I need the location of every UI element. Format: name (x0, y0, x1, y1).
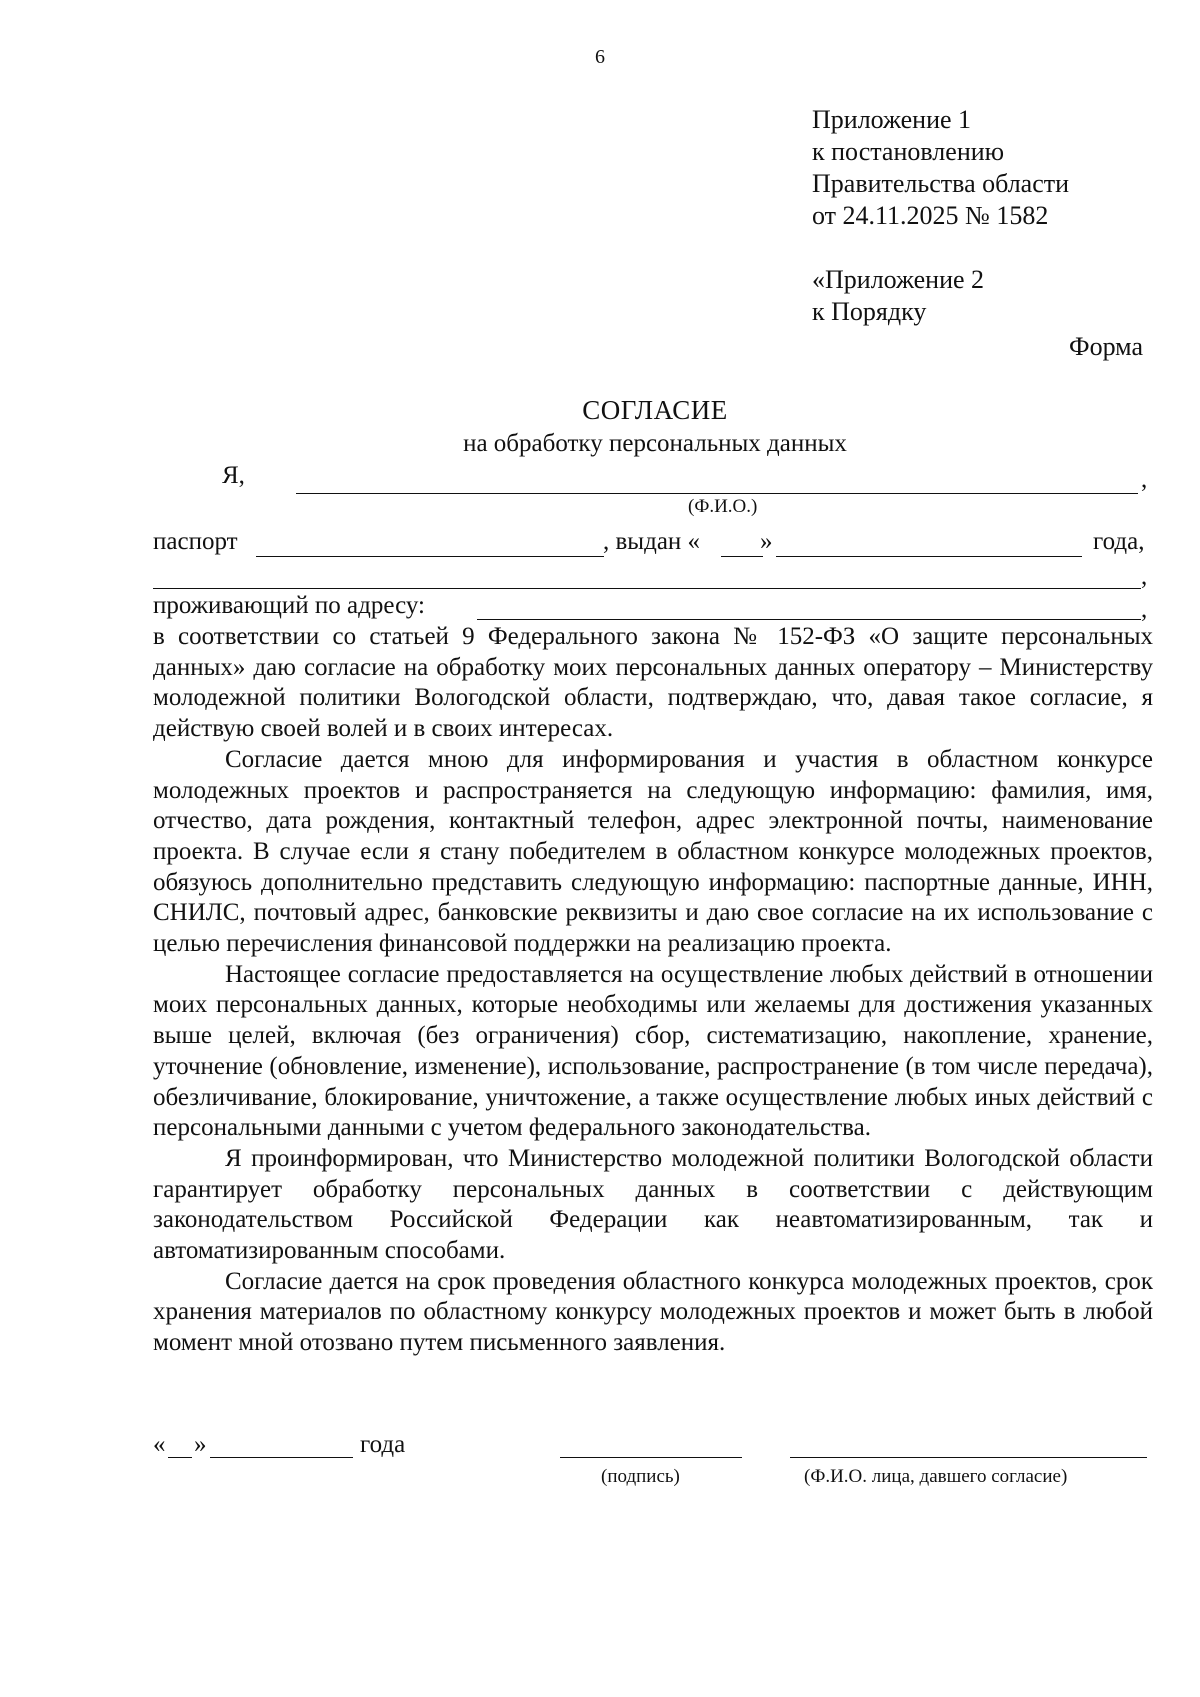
fio-field[interactable] (296, 493, 1138, 494)
ya-label: Я, (222, 462, 245, 489)
fio-caption: (Ф.И.О.) (688, 496, 758, 517)
page-number: 6 (595, 46, 605, 68)
date-month-field[interactable] (210, 1457, 353, 1458)
date-close-quote: » (194, 1431, 207, 1458)
document-title: СОГЛАСИЕ (582, 395, 728, 425)
consent-body (153, 622, 1153, 1359)
appendix2-line: к Порядку (812, 297, 927, 326)
form-label: Форма (1069, 332, 1143, 361)
signer-fio-caption: (Ф.И.О. лица, давшего согласие) (804, 1466, 1068, 1487)
address-label: проживающий по адресу: (153, 592, 425, 619)
issued-day-field[interactable] (721, 556, 763, 557)
address-field[interactable] (477, 619, 1141, 620)
signer-fio-field[interactable] (790, 1457, 1147, 1458)
issued-year-label: года, (1093, 528, 1145, 555)
appendix-line: Правительства области (812, 169, 1070, 198)
fio-comma: , (1141, 466, 1148, 493)
date-year-label: года (360, 1431, 406, 1458)
paragraph: Настоящее согласие предоставляется на осуществление любых действий в отношении моих персональных данных, которые необходимы или желаемы для достижения указанных выше целей, включая (без ограничения) сбор, систематизацию, накопление, хранение, уточнение (обновление, изменение), использование, распространение (в том числе передача), обезличивание, блокирование, уничтожение, а также осуществление любых иных действий с персональными данными с учетом федерального законодательства. (153, 960, 1153, 1142)
appendix-line: Приложение 1 (812, 105, 972, 134)
passport-label: паспорт (153, 528, 238, 555)
issued-close-quote: » (760, 528, 773, 555)
passport-field[interactable] (256, 556, 604, 557)
appendix-line: к постановлению (812, 137, 1005, 166)
issuer-comma: , (1141, 563, 1148, 590)
paragraph: Согласие дается на срок проведения областного конкурса молодежных проектов, срок хранения материалов по областному конкурсу молодежных проектов и может быть в любой момент мной отозвано путем письменного заявления. (153, 1267, 1153, 1357)
paragraph: Согласие дается мною для информирования и участия в областном конкурсе молодежных проектов и распространяется на следующую информацию: фамилия, имя, отчество, дата рождения, контактный телефон, адрес электронной почты, наименование проекта. В случае если я стану победителем в областном конкурсе молодежных проектов, обязуюсь дополнительно представить следующую информацию: паспортные данные, ИНН, СНИЛС, почтовый адрес, банковские реквизиты и даю свое согласие на их использование с целью перечисления финансовой поддержки на реализацию проекта. (153, 745, 1153, 958)
appendix-line: от 24.11.2025 № 1582 (812, 201, 1049, 230)
document-subtitle: на обработку персональных данных (463, 430, 847, 457)
appendix2-header (812, 264, 984, 328)
signature-caption: (подпись) (601, 1466, 680, 1487)
issued-label: , выдан « (603, 528, 701, 555)
paragraph: Я проинформирован, что Министерство молодежной политики Вологодской области гарантирует обработку персональных данных в соответствии с действующим законодательством Российской Федерации как неавтоматизированным, так и автоматизированным способами. (153, 1144, 1153, 1265)
appendix-header (812, 104, 1069, 232)
paragraph: в соответствии со статьей 9 Федерального закона № 152-ФЗ «О защите персональных данных» даю согласие на обработку моих персональных данных оператору – Министерству молодежной политики Вологодской области, подтверждаю, что, давая такое согласие, я действую своей волей и в своих интересах. (153, 623, 1153, 743)
issued-month-field[interactable] (776, 556, 1082, 557)
date-day-field[interactable] (168, 1457, 192, 1458)
appendix2-line: «Приложение 2 (812, 265, 985, 294)
passport-issuer-field[interactable] (153, 588, 1141, 589)
address-comma: , (1141, 596, 1148, 623)
signature-field[interactable] (560, 1457, 742, 1458)
date-open-quote: « (153, 1431, 166, 1458)
